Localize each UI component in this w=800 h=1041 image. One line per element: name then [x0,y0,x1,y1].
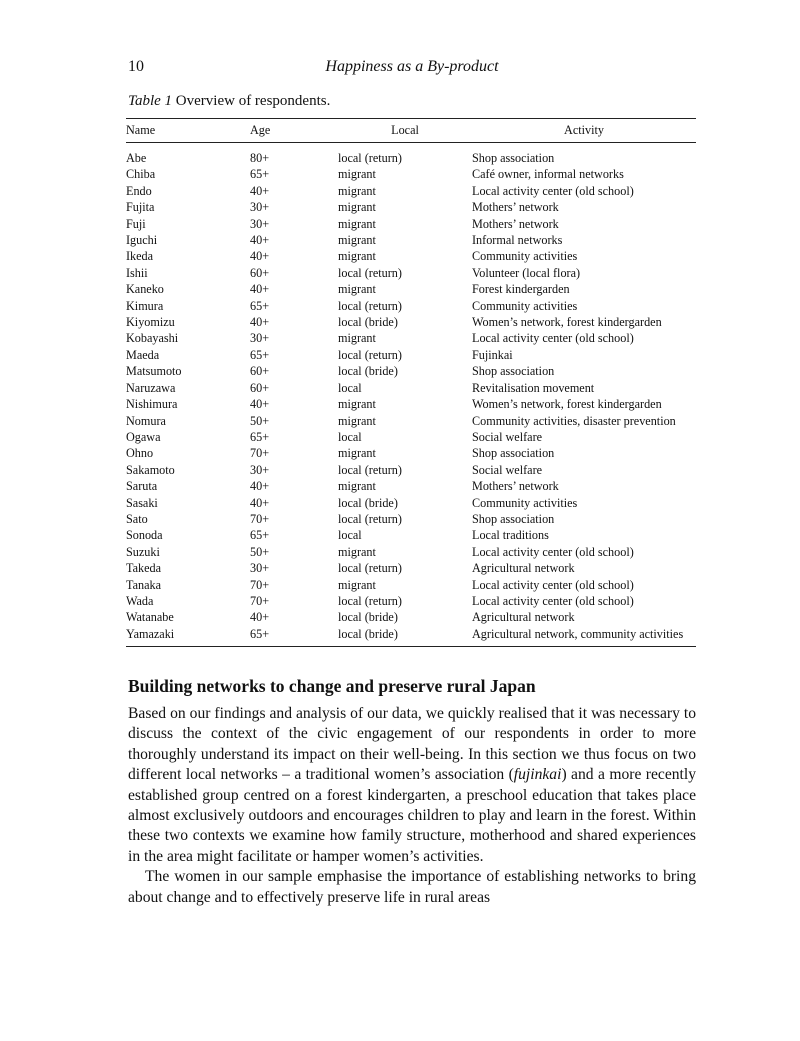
cell-local: migrant [338,216,376,231]
cell-local: local (bride) [338,610,398,625]
cell-local: local (bride) [338,626,472,647]
cell-local: local (return) [338,265,402,280]
cell-local: migrant [338,413,376,428]
table-row [126,478,696,494]
cell-name: Wada [126,593,154,608]
cell-local: local (bride) [338,495,398,510]
page-number: 10 [128,58,144,75]
cell-name: Ishii [126,265,148,280]
cell-activity: Local activity center (old school) [472,183,634,198]
table-row [126,626,696,647]
cell-activity: Fujinkai [472,347,513,362]
cell-name: Sasaki [126,495,158,510]
cell-local: local (bride) [338,364,398,379]
cell-activity: Social welfare [472,462,543,477]
cell-age: 50+ [250,544,270,559]
table-row [126,527,696,543]
table-header-row [126,119,696,143]
cell-age: 40+ [250,183,270,198]
cell-activity: Community activities [472,298,578,313]
cell-age: 30+ [250,200,270,215]
cell-name: Matsumoto [126,364,182,379]
cell-age: 30+ [250,216,270,231]
col-header-local: Local [338,119,472,143]
running-header [128,58,696,80]
cell-activity: Community activities [472,495,578,510]
col-header-name: Name [126,119,250,143]
cell-activity: Agricultural network [472,561,575,576]
cell-local: local [338,528,362,543]
cell-local: migrant [338,200,376,215]
paragraph-1-text-b: ) and a more recently established group centred on a forest kindergarten, a preschool education that takes place almost exclusively outdoors and encourages children to play and learn in the forest. Within these two contexts we examine how family structure, motherhood and shared experiences in the area might facilitate or hamper women’s activities. [128,766,696,865]
cell-local: local [338,380,362,395]
cell-local: local [338,429,362,444]
cell-age: 70+ [250,593,270,608]
section-heading: Building networks to change and preserve rural Japan [128,676,536,696]
table-row [126,183,696,199]
table-caption-text: Overview of respondents. [175,93,331,109]
cell-age: 60+ [250,265,270,280]
cell-activity: Social welfare [472,429,543,444]
table-row [126,445,696,461]
table-row [126,560,696,576]
table-row [126,314,696,330]
cell-name: Naruzawa [126,380,176,395]
table-row [126,199,696,215]
cell-activity: Local activity center (old school) [472,331,634,346]
table-caption-label: Table 1 [128,93,173,109]
cell-local: migrant [338,479,376,494]
cell-name: Fuji [126,216,146,231]
table-row [126,396,696,412]
cell-age: 65+ [250,347,270,362]
paragraph-1-text-a: Based on our findings and analysis of our data, we quickly realised that it was necessary to discuss the context of the civic engagement of our respondents in order to more thoroughly understand its impact on their well-being. In this section we thus focus on two different local networks – a traditional women’s association ( [128,705,696,784]
table-row [126,347,696,363]
cell-local: migrant [338,544,376,559]
cell-name: Ohno [126,446,154,461]
cell-activity: Mothers’ network [472,479,559,494]
cell-age: 65+ [250,167,270,182]
col-header-activity: Activity [472,119,696,143]
cell-age: 40+ [250,233,270,248]
cell-local: local (return) [338,298,402,313]
cell-name: Yamazaki [126,626,250,647]
table-row [126,495,696,511]
cell-age: 50+ [250,413,270,428]
table-row [126,281,696,297]
cell-activity: Women’s network, forest kindergarden [472,315,662,330]
cell-age: 40+ [250,282,270,297]
cell-age: 80+ [250,151,270,165]
cell-age: 40+ [250,479,270,494]
cell-activity: Shop association [472,511,555,526]
cell-activity: Women’s network, forest kindergarden [472,397,662,412]
cell-local: migrant [338,446,376,461]
cell-local: local (return) [338,511,402,526]
cell-age: 65+ [250,298,270,313]
cell-name: Nomura [126,413,166,428]
cell-activity: Informal networks [472,233,563,248]
cell-age: 40+ [250,397,270,412]
cell-name: Iguchi [126,233,158,248]
table-row [126,413,696,429]
cell-age: 40+ [250,249,270,264]
cell-activity: Shop association [472,446,555,461]
cell-local: local (return) [338,593,402,608]
cell-local: migrant [338,331,376,346]
cell-age: 65+ [250,626,338,647]
cell-name: Sakamoto [126,462,175,477]
cell-age: 70+ [250,511,270,526]
cell-age: 40+ [250,495,270,510]
cell-activity: Local activity center (old school) [472,577,634,592]
cell-age: 30+ [250,561,270,576]
cell-activity: Revitalisation movement [472,380,595,395]
cell-activity: Shop association [472,364,555,379]
table-row [126,143,696,167]
table-row [126,363,696,379]
cell-local: local (return) [338,561,402,576]
cell-local: migrant [338,233,376,248]
cell-local: local (return) [338,462,402,477]
cell-local: local (bride) [338,315,398,330]
cell-name: Kimura [126,298,164,313]
running-title: Happiness as a By-product [325,58,499,75]
table-row [126,544,696,560]
paragraph-2: The women in our sample emphasise the importance of establishing networks to bring about change and to effectively preserve life in rural areas [128,868,696,906]
cell-name: Watanabe [126,610,174,625]
cell-activity: Local traditions [472,528,549,543]
cell-name: Maeda [126,347,160,362]
cell-age: 30+ [250,462,270,477]
table-row [126,380,696,396]
cell-age: 40+ [250,315,270,330]
cell-name: Sato [126,511,148,526]
cell-activity: Shop association [472,151,555,165]
table-row [126,593,696,609]
cell-activity: Mothers’ network [472,216,559,231]
cell-local: migrant [338,577,376,592]
paragraph-1 [128,704,696,867]
table-row [126,248,696,264]
cell-age: 65+ [250,429,270,444]
table-row [126,429,696,445]
cell-name: Kobayashi [126,331,179,346]
cell-name: Endo [126,183,152,198]
table-row [126,166,696,182]
cell-name: Tanaka [126,577,162,592]
table-row [126,330,696,346]
cell-activity: Community activities, disaster prevention [472,413,676,428]
cell-name: Kiyomizu [126,315,175,330]
table-row [126,232,696,248]
body-text [128,704,696,908]
cell-age: 70+ [250,577,270,592]
cell-name: Chiba [126,167,156,182]
cell-activity: Local activity center (old school) [472,544,634,559]
cell-name: Takeda [126,561,162,576]
cell-activity: Local activity center (old school) [472,593,634,608]
cell-name: Sonoda [126,528,163,543]
table-caption [128,93,330,110]
respondents-table [126,118,696,647]
cell-activity: Forest kindergarden [472,282,570,297]
cell-name: Kaneko [126,282,164,297]
table-row [126,462,696,478]
cell-local: local (return) [338,347,402,362]
cell-local: migrant [338,397,376,412]
table-row [126,265,696,281]
cell-activity: Volunteer (local flora) [472,265,581,280]
table-row [126,298,696,314]
cell-local: local (return) [338,151,402,165]
table-row [126,216,696,232]
cell-local: migrant [338,282,376,297]
cell-activity: Mothers’ network [472,200,559,215]
cell-local: migrant [338,183,376,198]
col-header-age: Age [250,119,338,143]
term-fujinkai: fujinkai [513,766,562,784]
cell-local: migrant [338,249,376,264]
cell-age: 30+ [250,331,270,346]
cell-age: 65+ [250,528,270,543]
cell-age: 40+ [250,610,270,625]
cell-name: Abe [126,151,147,165]
table-body [126,143,696,647]
cell-name: Suzuki [126,544,160,559]
cell-name: Saruta [126,479,158,494]
cell-name: Ogawa [126,429,161,444]
cell-activity: Community activities [472,249,578,264]
cell-activity: Café owner, informal networks [472,167,624,182]
cell-name: Nishimura [126,397,178,412]
cell-age: 60+ [250,380,270,395]
cell-activity: Agricultural network [472,610,575,625]
cell-age: 60+ [250,364,270,379]
cell-local: migrant [338,167,376,182]
cell-name: Ikeda [126,249,154,264]
table-row [126,511,696,527]
table-row [126,609,696,625]
cell-activity: Agricultural network, community activities [472,626,696,647]
cell-age: 70+ [250,446,270,461]
table-row [126,577,696,593]
cell-name: Fujita [126,200,155,215]
